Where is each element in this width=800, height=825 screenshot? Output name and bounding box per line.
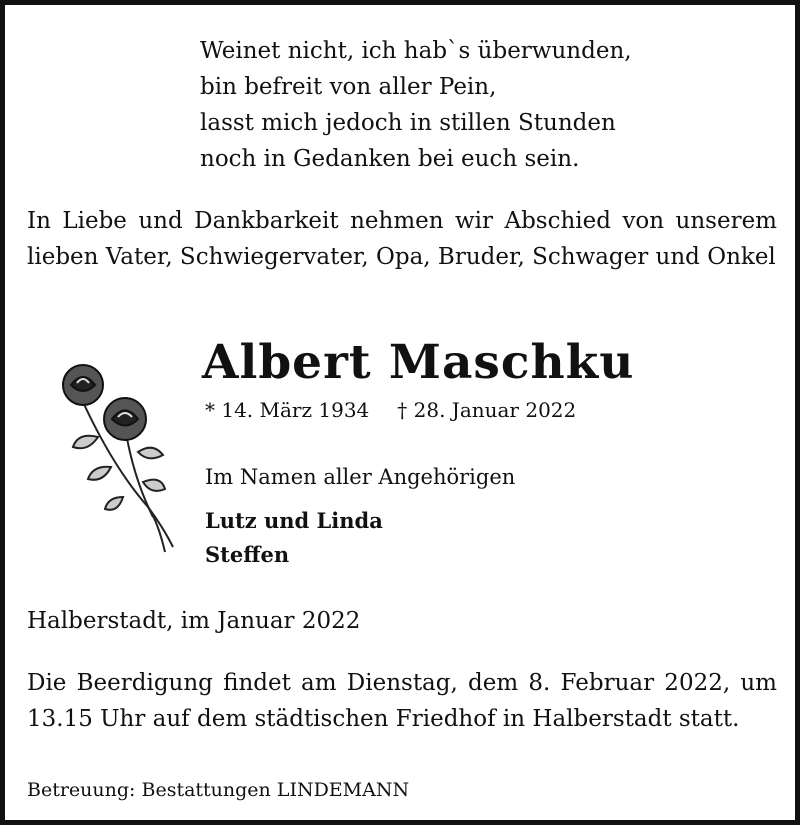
poem-line: noch in Gedanken bei euch sein. (200, 146, 580, 172)
poem-line: Weinet nicht, ich hab`s überwunden, (200, 38, 632, 64)
poem-line: bin befreit von aller Pein, (200, 74, 497, 100)
birth-date: * 14. März 1934 (205, 398, 370, 422)
funeral-info: Die Beerdigung findet am Dienstag, dem 8. Februar 2022, um 13.15 Uhr auf dem städtischen Friedhof in Halberstadt statt. (27, 670, 777, 732)
place-date: Halberstadt, im Januar 2022 (27, 608, 361, 634)
death-date: † 28. Januar 2022 (397, 398, 577, 422)
intro-text: In Liebe und Dankbarkeit nehmen wir Abschied von unserem lieben Vater, Schwiegervater, Opa, Bruder, Schwager und Onkel (27, 208, 777, 270)
poem-line: lasst mich jedoch in stillen Stunden (200, 110, 616, 136)
mourner-name: Steffen (205, 542, 290, 567)
life-dates (205, 395, 604, 425)
poem (200, 33, 632, 177)
mourner-name: Lutz und Linda (205, 508, 383, 533)
mourners-intro: Im Namen aller Angehörigen (205, 465, 516, 489)
mourners (205, 460, 515, 572)
funeral-home: Betreuung: Bestattungen LINDEMANN (27, 779, 410, 801)
rose-illustration-icon (53, 357, 183, 557)
deceased-name: Albert Maschku (202, 335, 635, 390)
